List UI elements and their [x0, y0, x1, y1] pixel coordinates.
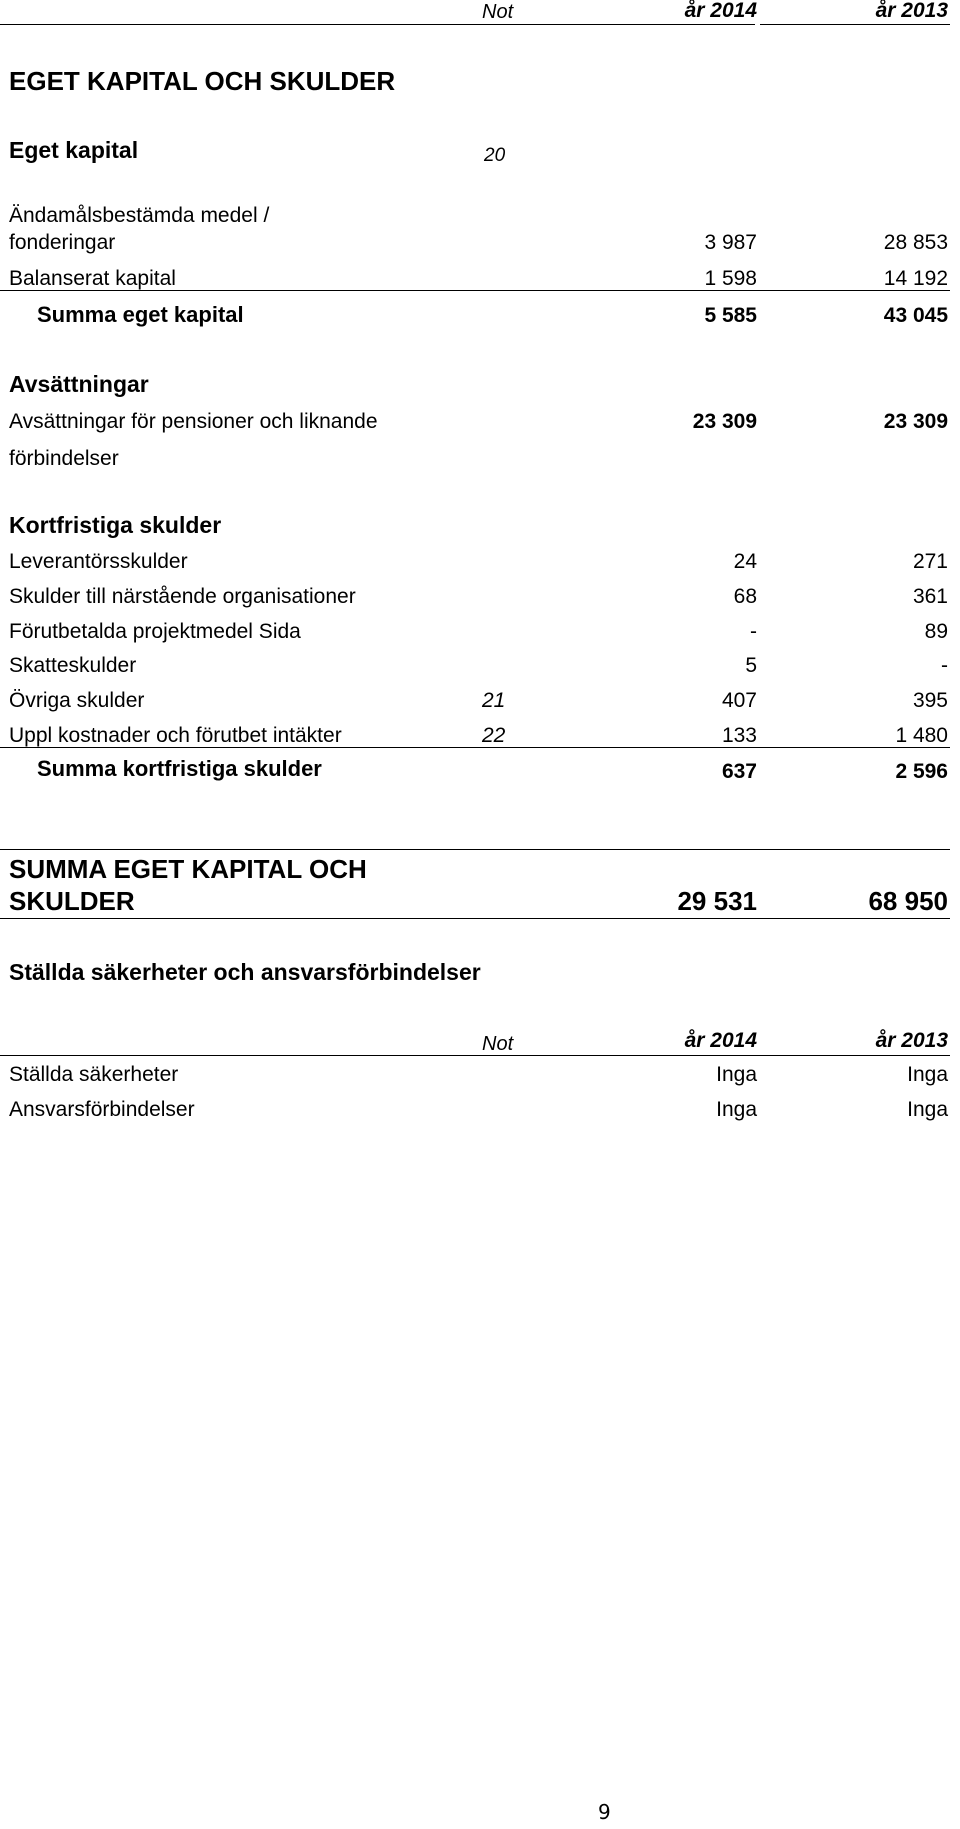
- row-label: Balanserat kapital: [9, 267, 176, 290]
- row-label: Ändamålsbestämda medel /: [9, 204, 270, 227]
- total-rule: [0, 290, 950, 291]
- total-2014: 637: [721, 760, 757, 783]
- note-ref: 21: [482, 689, 506, 712]
- value-2013: 14 192: [883, 267, 948, 290]
- column-header-not: Not: [482, 1033, 514, 1055]
- header-rule: [0, 1055, 950, 1056]
- section-heading-eget-kapital: Eget kapital: [9, 137, 139, 163]
- grand-total-rule-bottom: [0, 918, 950, 919]
- total-2013: 2 596: [895, 760, 948, 783]
- header-rule: [0, 24, 755, 25]
- value-2013: 271: [912, 550, 948, 573]
- value-2014: 3 987: [704, 231, 757, 254]
- column-header-2013: år 2013: [875, 1029, 948, 1052]
- value-2014: 407: [721, 689, 757, 712]
- row-label: förbindelser: [9, 447, 119, 470]
- value-2014: 133: [721, 724, 757, 747]
- value-2014: 24: [733, 550, 757, 573]
- value-2013: Inga: [907, 1063, 948, 1086]
- value-2013: 28 853: [883, 231, 948, 254]
- column-header-2014: år 2014: [684, 0, 757, 22]
- value-2014: 23 309: [692, 410, 757, 433]
- value-2013: 89: [924, 620, 948, 643]
- value-2014: Inga: [716, 1098, 757, 1121]
- grand-total-label: SKULDER: [9, 886, 135, 916]
- row-label: Skatteskulder: [9, 654, 137, 677]
- value-2013: 361: [912, 585, 948, 608]
- page-title: EGET KAPITAL OCH SKULDER: [9, 66, 396, 96]
- grand-total-2013: 68 950: [868, 886, 948, 916]
- column-header-not: Not: [482, 1, 514, 23]
- row-label: Övriga skulder: [9, 689, 145, 712]
- section-heading-avsattningar: Avsättningar: [9, 371, 149, 397]
- row-label: Uppl kostnader och förutbet intäkter: [9, 724, 342, 747]
- row-label: Avsättningar för pensioner och liknande: [9, 410, 378, 433]
- total-label: Summa eget kapital: [37, 302, 244, 327]
- value-2013: 23 309: [883, 410, 948, 433]
- section-heading-stallda: Ställda säkerheter och ansvarsförbindelser: [9, 959, 481, 985]
- value-2014: -: [750, 620, 757, 643]
- header-rule: [760, 24, 950, 25]
- value-2014: Inga: [716, 1063, 757, 1086]
- page-number: 9: [598, 1800, 611, 1824]
- total-rule: [0, 747, 950, 748]
- note-ref: 22: [482, 724, 506, 747]
- total-2014: 5 585: [704, 304, 757, 327]
- value-2013: 395: [912, 689, 948, 712]
- row-label: Förutbetalda projektmedel Sida: [9, 620, 301, 643]
- column-header-2013: år 2013: [875, 0, 948, 22]
- total-2013: 43 045: [883, 304, 948, 327]
- value-2014: 5: [745, 654, 757, 677]
- value-2013: -: [941, 654, 948, 677]
- row-label: Leverantörsskulder: [9, 550, 188, 573]
- row-label: Ställda säkerheter: [9, 1063, 179, 1086]
- grand-total-2014: 29 531: [677, 886, 757, 916]
- value-2014: 68: [733, 585, 757, 608]
- value-2014: 1 598: [704, 267, 757, 290]
- total-label: Summa kortfristiga skulder: [37, 756, 322, 781]
- grand-total-label: SUMMA EGET KAPITAL OCH: [9, 854, 367, 884]
- row-label: Skulder till närstående organisationer: [9, 585, 356, 608]
- value-2013: Inga: [907, 1098, 948, 1121]
- column-header-2014: år 2014: [684, 1029, 757, 1052]
- row-label: Ansvarsförbindelser: [9, 1098, 195, 1121]
- row-label: fonderingar: [9, 231, 116, 254]
- note-ref: 20: [484, 145, 506, 166]
- grand-total-rule-top: [0, 849, 950, 850]
- value-2013: 1 480: [895, 724, 948, 747]
- section-heading-kortfristiga: Kortfristiga skulder: [9, 512, 222, 538]
